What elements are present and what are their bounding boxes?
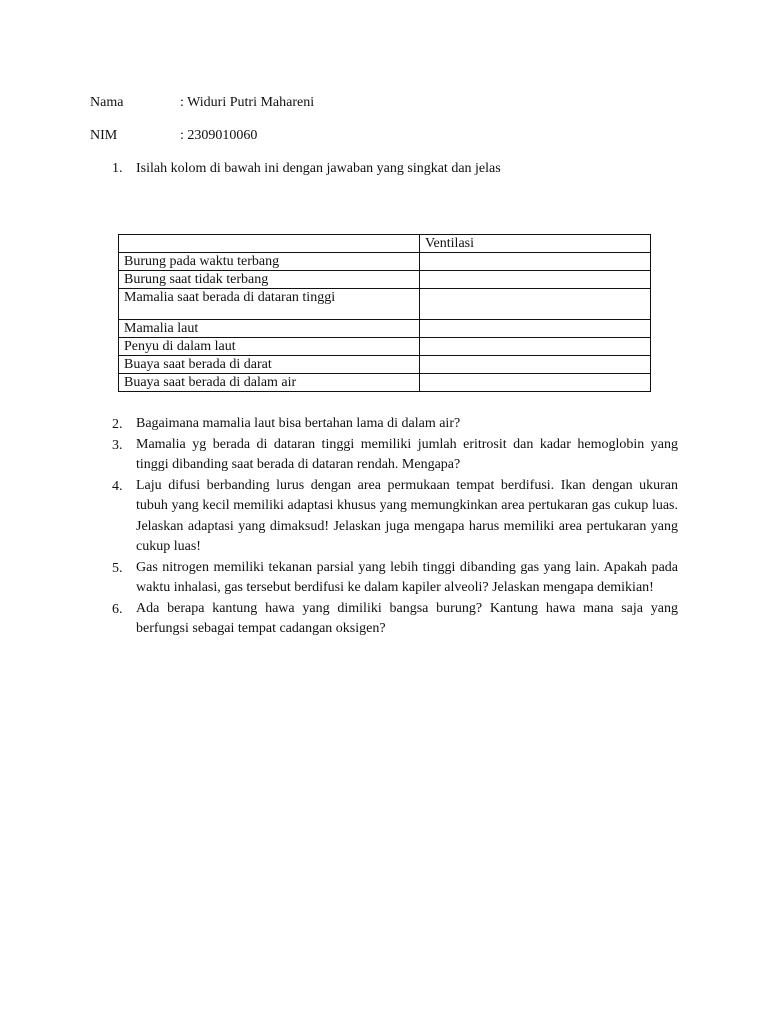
table-cell-answer — [420, 374, 651, 392]
table-cell-answer — [420, 320, 651, 338]
table-cell-label: Mamalia saat berada di dataran tinggi — [119, 289, 420, 320]
table-row — [119, 374, 651, 392]
table-cell-label: Buaya saat berada di darat — [119, 356, 420, 374]
table-cell-answer — [420, 253, 651, 271]
table-cell-label: Buaya saat berada di dalam air — [119, 374, 420, 392]
question-text: Laju difusi berbanding lurus dengan area permukaan tempat berdifusi. Ikan dengan ukuran tubuh yang kecil memiliki adaptasi khusus yang memungkinkan area pertukaran gas cukup luas. Jelaskan adaptasi yang dimaksud! Jelaskan juga mengapa harus memiliki area pertukaran yang cukup luas! — [136, 477, 678, 554]
question-number: 2. — [112, 417, 123, 432]
nim-label: NIM — [90, 128, 118, 143]
table-row — [119, 253, 651, 271]
table-cell-label: Penyu di dalam laut — [119, 338, 420, 356]
table-row — [119, 320, 651, 338]
table-header-row — [119, 235, 651, 253]
answer-table — [118, 234, 651, 392]
table-row — [119, 356, 651, 374]
question-item — [112, 414, 678, 435]
question-number: 4. — [112, 478, 123, 494]
table-cell-answer — [420, 356, 651, 374]
question-item — [112, 476, 678, 558]
table-header-cell: Ventilasi — [420, 235, 651, 253]
question-number: 5. — [112, 560, 123, 576]
question-list — [112, 414, 678, 640]
question-number: 3. — [112, 437, 123, 453]
table-row — [119, 271, 651, 289]
question-item — [112, 558, 678, 599]
question-item — [112, 599, 678, 640]
table-cell-answer — [420, 289, 651, 320]
question-text: Isilah kolom di bawah ini dengan jawaban yang singkat dan jelas — [136, 161, 501, 176]
table-row — [119, 289, 651, 320]
name-label: Nama — [90, 95, 124, 110]
table-cell-label: Burung pada waktu terbang — [119, 253, 420, 271]
table-cell-answer — [420, 338, 651, 356]
table-header-cell — [119, 235, 420, 253]
table-cell-answer — [420, 271, 651, 289]
question-text: Ada berapa kantung hawa yang dimiliki bangsa burung? Kantung hawa mana saja yang berfungsi sebagai tempat cadangan oksigen? — [136, 600, 678, 636]
nim-value: : 2309010060 — [180, 128, 258, 143]
table-cell-label: Burung saat tidak terbang — [119, 271, 420, 289]
name-value: : Widuri Putri Mahareni — [180, 95, 315, 110]
question-text: Mamalia yg berada di dataran tinggi memiliki jumlah eritrosit dan kadar hemoglobin yang tinggi dibanding saat berada di dataran rendah. Mengapa? — [136, 436, 678, 472]
question-text: Bagaimana mamalia laut bisa bertahan lama di dalam air? — [136, 416, 461, 431]
question-number: 1. — [112, 161, 123, 176]
table-row — [119, 338, 651, 356]
question-text: Gas nitrogen memiliki tekanan parsial yang lebih tinggi dibanding gas yang lain. Apakah pada waktu inhalasi, gas tersebut berdifusi ke dalam kapiler alveoli? Jelaskan mengapa demikian! — [136, 559, 678, 595]
question-number: 6. — [112, 601, 123, 617]
table-cell-label: Mamalia laut — [119, 320, 420, 338]
question-item — [112, 435, 678, 476]
